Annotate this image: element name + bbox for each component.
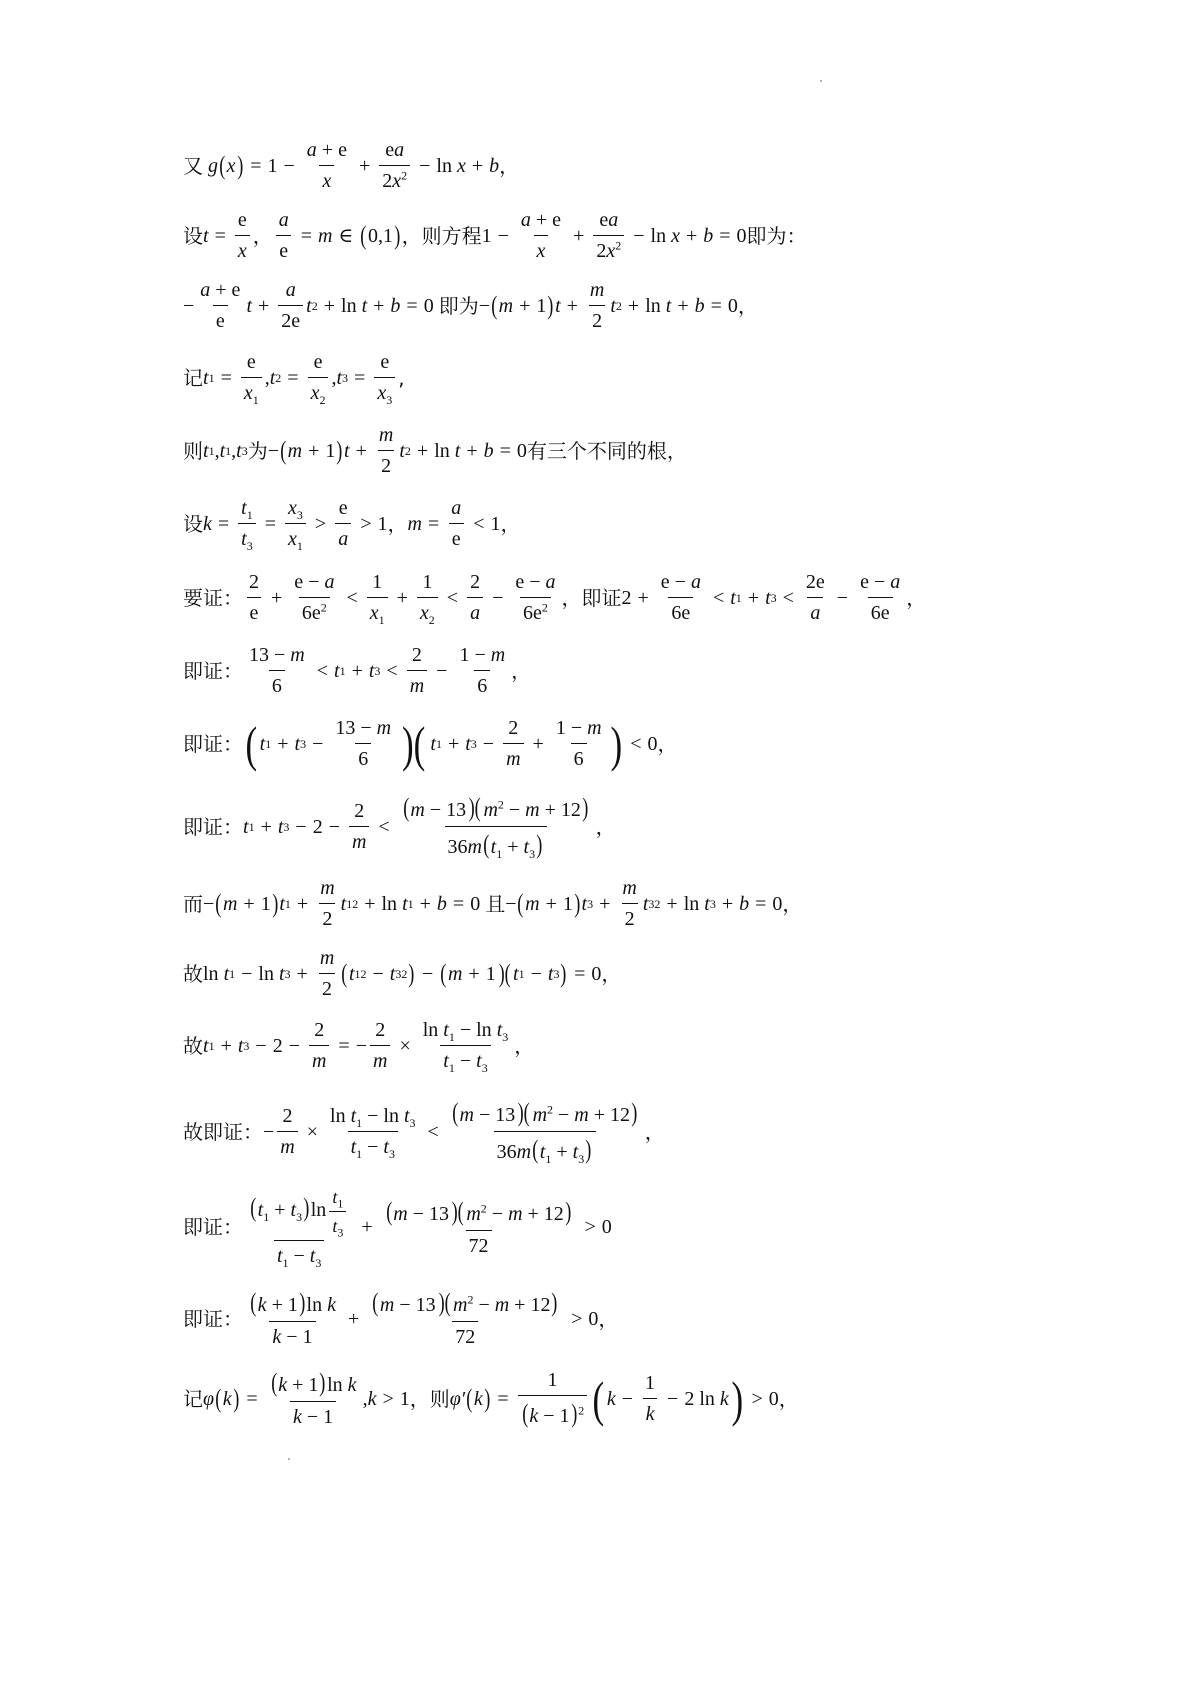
substitution-t-equation: 设 t = $\frac{e}{x}$ ， $\frac{a}{e}$ = m ∈ ( 0,1 ) ， 则方程 1 − $\frac{a + e}{x}$ + $\frac{ea}{2x^2}$ − ln x + b = 0 即为： — [183, 209, 807, 262]
difference-equation: 故 ln t 1 − ln t 3 + $\frac{m}{2}$ ( t 1 2 − t 3 2 ) − ( m + 1 )( t 1 − t 3 ) = 0 ， — [183, 947, 622, 1000]
phi-derivative: 记 φ ( k ) = $\frac{\text{(k + 1)ln k}}{k - 1}$ , k > 1 ，则 φ′ ( k ) = $\frac{1}{(k - 1)^2}$ ( k − $\frac{1}{k}$ − 2 ln k ) > 0 ， — [183, 1368, 799, 1428]
root-equations: 而 − ( m + 1 ) t 1 + $\frac{m}{2}$ t 1 2 + ln t 1 + b = 0 且 − ( m + 1 ) t 3 + $\frac{m}{2}$ t 3 2 + ln t 3 + b = 0 ， — [183, 877, 803, 930]
product-inequality: 即证： ( t 1 + t 3 − $\frac{13 - m}{6}$ )( t 1 + t 3 − $\frac{2}{m}$ + $\frac{1 - m}{6}$ ) < 0 ， — [183, 715, 678, 772]
define-t-values: 记 t 1 = $\frac{e}{x_1}$ , t 2 = $\frac{e}{x_2}$ , t 3 = $\frac{e}{x_3}$ , — [183, 351, 405, 407]
sum-expression: 故 t 1 + t 3 − 2 − $\frac{2}{m}$ = − $\frac{2}{m}$ × $\frac{\ln t_1 - \ln t_3}{t_1 - t_3}$ ， — [183, 1019, 535, 1075]
k-inequality: 即证： $\frac{\text{(k + 1)ln k}}{k - 1}$ + $\frac{(m - 13)( m^2 - m + 12)}{72}$ > 0 ， — [183, 1288, 619, 1348]
goal-inequality: 要证： $\frac{2}{e}$ + $\frac{e - a}{6e^2}$ < $\frac{1}{x_1}$ + $\frac{1}{x_2}$ < $\frac{2}{a}$ − $\frac{e - a}{6e^2}$ ，即证 2 + $\frac{e - a}{6e}$ < t 1 + t 3 < $\frac{2e}{a}$ − $\frac{e - a}{6e}$ ， — [183, 571, 927, 627]
expanded-inequality: 即证： t 1 + t 3 − 2 − $\frac{2}{m}$ < $\frac{(m - 13)( m^2 - m + 12)}{36m(t_1 + t_3)}$ ， — [183, 793, 616, 861]
transformed-equation: − $\frac{a + e}{e}$ t + $\frac{a}{2e}$ t 2 + ln t + b = 0 即为 − ( m + 1 ) t + $\frac{m}{2}$ t 2 + ln t + b = 0 ， — [183, 279, 758, 332]
three-roots-statement: 则 t 1 , t 1 , t 3 为 − ( m + 1 ) t + $\frac{m}{2}$ t 2 + ln t + b = 0 有三个不同的根， — [183, 424, 687, 477]
log-ratio-inequality: 故即证： − $\frac{2}{m}$ × $\frac{\ln t_1 - \ln t_3}{t_1 - t_3}$ < $\frac{(m - 13)( m^2 - m + 12)}{36m(t_1 + t_3)}$ ， — [183, 1098, 665, 1166]
define-k: 设 k = $\frac{t_1}{t_3}$ = $\frac{x_3}{x_1}$ > $\frac{e}{a}$ > 1 ， m = $\frac{a}{e}$ < 1 ， — [183, 497, 521, 553]
corner-speck — [820, 80, 822, 82]
equation-g-definition: 又 g ( x ) = 1 − $\frac{a + e}{x}$ + $\frac{ea}{2x^2}$ − ln x + b ， — [183, 139, 520, 192]
reduced-inequality: 即证： $\frac{13 - m}{6}$ < t 1 + t 3 < $\frac{2}{m}$ − $\frac{1 - m}{6}$ ， — [183, 644, 532, 697]
bottom-speck — [288, 1458, 290, 1460]
combined-inequality: 即证： $(t_1 + t_3)\ln$ $\frac{t_1}{t_3}$ $t_1 - t_3$ + $\frac{(m - 13)( m^2 - m + 12)}{72}$ > 0 — [183, 1187, 612, 1270]
